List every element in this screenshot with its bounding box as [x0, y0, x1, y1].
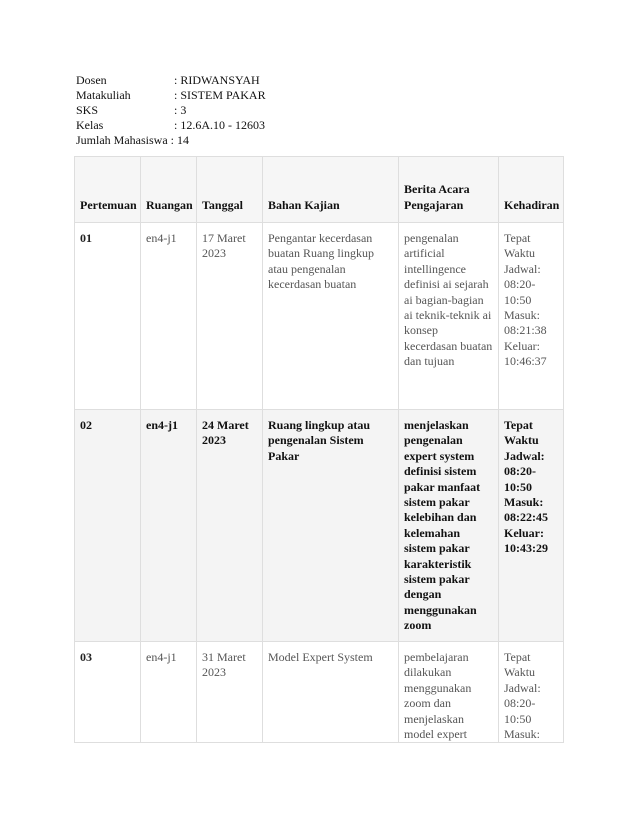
info-sks	[76, 103, 266, 118]
cell-tanggal: 24 Maret 2023	[197, 410, 263, 642]
info-value: : RIDWANSYAH	[174, 73, 260, 87]
cell-pertemuan: 02	[75, 410, 141, 642]
attendance-table	[74, 156, 564, 743]
cell-pertemuan: 01	[75, 223, 141, 410]
cell-berita-acara: menjelaskan pengenalan expert system definisi sistem pakar manfaat sistem pakar kelebihan dan kelemahan sistem pakar karakteristik sistem pakar dengan menggunakan zoom	[399, 410, 499, 642]
cell-berita-acara: pembelajaran dilakukan menggunakan zoom dan menjelaskan model expert	[399, 642, 499, 743]
cell-kehadiran: Tepat Waktu Jadwal: 08:20-10:50 Masuk: 08:21:38 Keluar: 10:46:37	[499, 223, 564, 410]
cell-berita-acara: pengenalan artificial intellingence definisi ai sejarah ai bagian-bagian ai teknik-teknik ai konsep kecerdasan buatan dan tujuan	[399, 223, 499, 410]
info-label: Kelas	[76, 118, 104, 132]
cell-tanggal: 31 Maret 2023	[197, 642, 263, 743]
cell-ruangan: en4-j1	[141, 410, 197, 642]
info-matakuliah	[76, 88, 266, 103]
info-label: Dosen	[76, 73, 107, 87]
cell-bahan-kajian: Pengantar kecerdasan buatan Ruang lingkup atau pengenalan kecerdasan buatan	[263, 223, 399, 410]
info-value: : SISTEM PAKAR	[174, 88, 266, 102]
cell-kehadiran: Tepat Waktu Jadwal: 08:20-10:50 Masuk: 08:22:45 Keluar: 10:43:29	[499, 410, 564, 642]
table-header-row	[75, 157, 564, 223]
cell-ruangan: en4-j1	[141, 642, 197, 743]
info-kelas	[76, 118, 266, 133]
cell-tanggal: 17 Maret 2023	[197, 223, 263, 410]
info-jumlah-mahasiswa	[76, 133, 266, 148]
cell-bahan-kajian: Ruang lingkup atau pengenalan Sistem Pakar	[263, 410, 399, 642]
info-value: : 3	[174, 103, 187, 117]
header-berita-acara: Berita Acara Pengajaran	[399, 157, 499, 223]
info-label: Jumlah Mahasiswa	[76, 133, 168, 147]
cell-ruangan: en4-j1	[141, 223, 197, 410]
info-value: : 12.6A.10 - 12603	[174, 118, 265, 132]
header-pertemuan: Pertemuan	[75, 157, 141, 223]
info-label: SKS	[76, 103, 99, 117]
cell-bahan-kajian: Model Expert System	[263, 642, 399, 743]
table-row	[75, 223, 564, 410]
course-info	[76, 73, 266, 148]
header-kehadiran: Kehadiran	[499, 157, 564, 223]
cell-pertemuan: 03	[75, 642, 141, 743]
info-label: Matakuliah	[76, 88, 131, 102]
info-value: : 14	[170, 133, 189, 147]
header-bahan-kajian: Bahan Kajian	[263, 157, 399, 223]
cell-kehadiran: Tepat Waktu Jadwal: 08:20-10:50 Masuk:	[499, 642, 564, 743]
header-ruangan: Ruangan	[141, 157, 197, 223]
table-row	[75, 410, 564, 642]
table-row	[75, 642, 564, 743]
info-dosen	[76, 73, 266, 88]
header-tanggal: Tanggal	[197, 157, 263, 223]
